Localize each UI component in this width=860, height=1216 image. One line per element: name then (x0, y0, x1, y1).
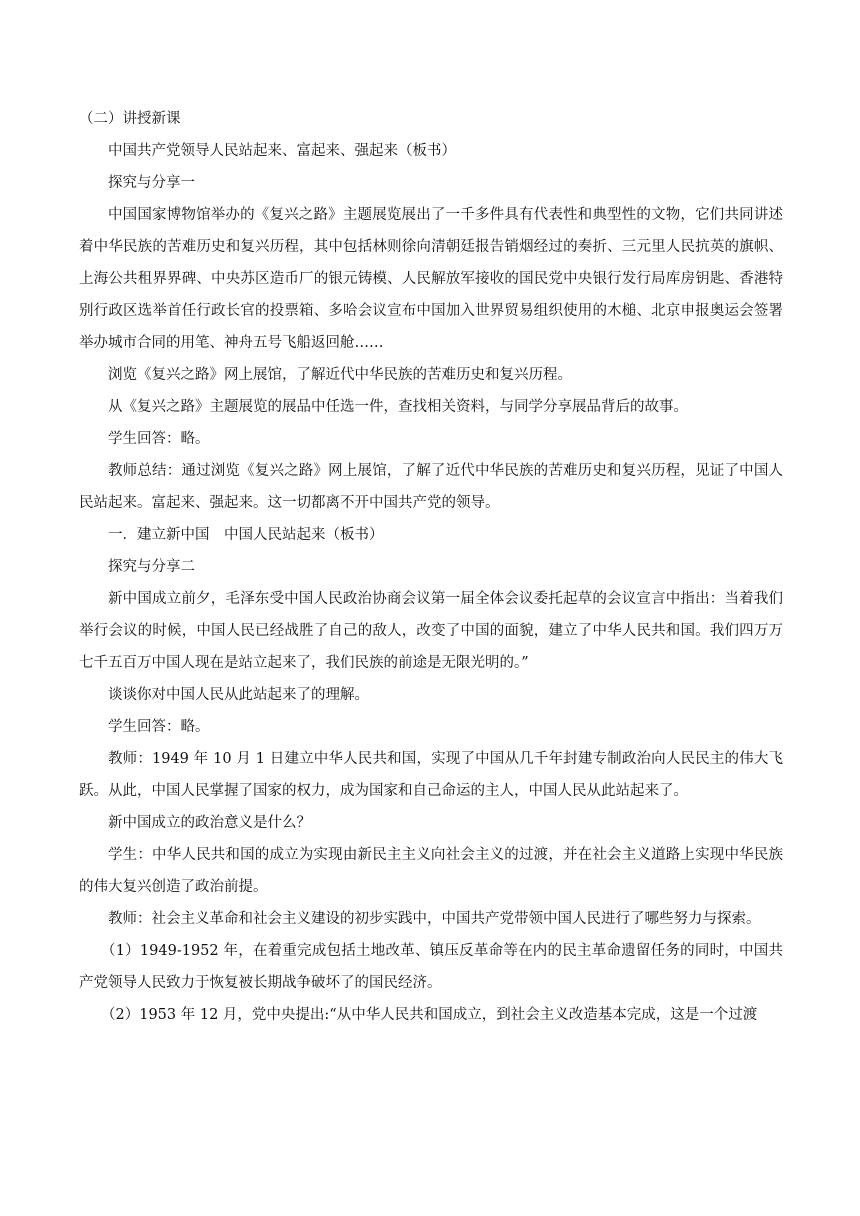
teacher-founding-paragraph: 教师：1949 年 10 月 1 日建立中华人民共和国，实现了中国从几千年封建专制政治向人民民主的伟大飞跃。从此，中国人民掌握了国家的权力，成为国家和自己命运的主人，中国人民从此站起来了。 (79, 751, 783, 799)
document-body (79, 103, 783, 1031)
board-title-paragraph: 中国共产党领导人民站起来、富起来、强起来（板书） (108, 143, 456, 159)
explore-share-heading-1: 探究与分享一 (108, 175, 195, 191)
numbered-item-2: （2）1953 年 12 月，党中央提出:“从中华人民共和国成立，到社会主义改造基本完成，这是一个过渡 (101, 1007, 758, 1023)
teacher-exploration-paragraph: 教师：社会主义革命和社会主义建设的初步实践中，中国共产党带领中国人民进行了哪些努力与探索。 (108, 911, 761, 927)
mao-declaration-paragraph: 新中国成立前夕，毛泽东受中国人民政治协商会议第一届全体会议委托起草的会议宣言中指出：当着我们举行会议的时候，中国人民已经战胜了自己的敌人，改变了中国的面貌，建立了中华人民共和国。我们四万万七千五百万中国人现在是站立起来了，我们民族的前途是无限光明的。” (79, 591, 783, 671)
section-heading: （二）讲授新课 (79, 111, 181, 127)
discussion-prompt-paragraph: 谈谈你对中国人民从此站起来了的理解。 (108, 687, 369, 703)
museum-exhibition-paragraph: 中国国家博物馆举办的《复兴之路》主题展览展出了一千多件具有代表性和典型性的文物，它们共同讲述着中华民族的苦难历史和复兴历程，其中包括林则徐向清朝廷报告销烟经过的奏折、三元里人民抗英的旗帜、上海公共租界界碑、中央苏区造币厂的银元铸模、人民解放军接收的国民党中央银行发行局库房钥匙、香港特别行政区选举首任行政长官的投票箱、多哈会议宣布中国加入世界贸易组织使用的木槌、北京申报奥运会签署举办城市合同的用笔、神舟五号飞船返回舱…… (79, 207, 783, 351)
browse-online-paragraph: 浏览《复兴之路》网上展馆，了解近代中华民族的苦难历史和复兴历程。 (108, 367, 572, 383)
question-paragraph: 新中国成立的政治意义是什么？ (108, 815, 311, 831)
student-answer-paragraph: 学生回答：略。 (108, 431, 210, 447)
choose-exhibit-paragraph: 从《复兴之路》主题展览的展品中任选一件，查找相关资料，与同学分享展品背后的故事。 (108, 399, 688, 415)
teacher-summary-paragraph: 教师总结：通过浏览《复兴之路》网上展馆，了解了近代中华民族的苦难历史和复兴历程，见证了中国人民站起来。富起来、强起来。这一切都离不开中国共产党的领导。 (79, 463, 783, 511)
student-political-meaning-paragraph: 学生：中华人民共和国的成立为实现由新民主主义向社会主义的过渡，并在社会主义道路上实现中华民族的伟大复兴创造了政治前提。 (79, 847, 783, 895)
numbered-item-1: （1）1949-1952 年，在着重完成包括土地改革、镇压反革命等在内的民主革命遗留任务的同时，中国共产党领导人民致力于恢复被长期战争破坏了的国民经济。 (79, 943, 783, 991)
board-subtitle-paragraph: 一．建立新中国 中国人民站起来（板书） (108, 527, 384, 543)
explore-share-heading-2: 探究与分享二 (108, 559, 195, 575)
student-answer-paragraph-2: 学生回答：略。 (108, 719, 210, 735)
